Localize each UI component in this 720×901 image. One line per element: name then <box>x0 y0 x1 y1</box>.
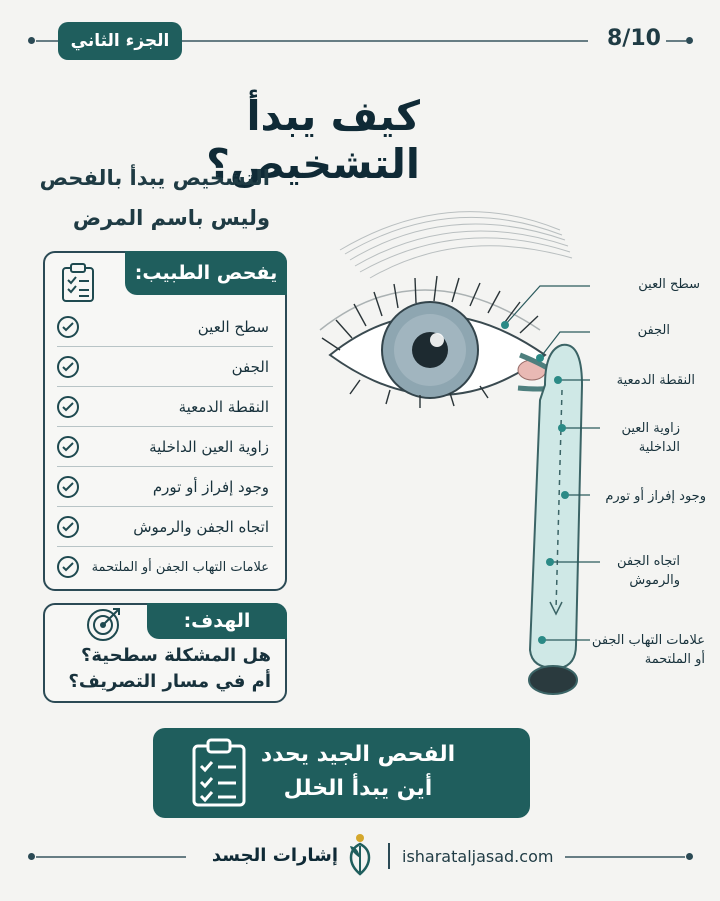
checklist-item-label: سطح العين <box>197 318 269 336</box>
checklist-item-label: زاوية العين الداخلية <box>149 438 269 456</box>
eyebrow-sketch <box>340 212 572 278</box>
label-eye-surface: سطح العين <box>638 277 700 292</box>
top-right-dot <box>686 37 693 44</box>
footer-left-dot <box>28 853 35 860</box>
checklist-item-label: النقطة الدمعية <box>178 398 269 416</box>
check-circle-icon <box>57 396 79 418</box>
divider <box>57 386 273 387</box>
top-left-dot <box>28 37 35 44</box>
goal-line-2: أم في مسار التصريف؟ <box>68 671 271 692</box>
check-circle-icon <box>57 556 79 578</box>
check-circle-icon <box>57 356 79 378</box>
label-eyelid: الجفن <box>637 323 670 338</box>
part-badge: الجزء الثاني <box>58 22 182 60</box>
divider <box>57 346 273 347</box>
divider <box>57 426 273 427</box>
checklist-item <box>57 548 273 586</box>
checklist-item-label: اتجاه الجفن والرموش <box>133 518 269 536</box>
subtitle-line-2: وليس باسم المرض <box>72 206 270 230</box>
footer-line-right <box>565 856 685 858</box>
label-lid-direction: اتجاه الجفن والرموش <box>617 554 680 588</box>
checklist-heading: يفحص الطبيب: <box>125 251 287 295</box>
duct-opening <box>529 666 577 694</box>
footer-separator <box>388 843 390 869</box>
checklist-item <box>57 428 273 466</box>
brand-name: إشارات الجسد <box>211 845 338 866</box>
checklist-item <box>57 508 273 546</box>
website-link[interactable]: isharataljasad.com <box>402 847 554 866</box>
banner-line-1: الفحص الجيد يحدد <box>260 742 456 767</box>
target-icon <box>85 603 125 643</box>
checklist-item-label: وجود إفراز أو تورم <box>152 478 269 496</box>
goal-card <box>43 603 287 703</box>
label-punctum: النقطة الدمعية <box>616 373 695 388</box>
top-line-left <box>36 40 58 42</box>
divider <box>57 546 273 547</box>
label-inner-corner: زاوية العين الداخلية <box>621 421 680 455</box>
footer-line-left <box>36 856 186 858</box>
clipboard-icon <box>61 263 95 303</box>
top-line-right <box>666 40 686 42</box>
subtitle-line-1: التشخيص يبدأ بالفحص <box>39 166 270 190</box>
goal-line-1: هل المشكلة سطحية؟ <box>80 645 271 666</box>
checklist-item <box>57 308 273 346</box>
checklist-item <box>57 348 273 386</box>
check-circle-icon <box>57 476 79 498</box>
leaf-person-icon <box>342 832 378 876</box>
checklist-item-label: علامات التهاب الجفن أو الملتحمة <box>91 559 269 575</box>
label-inflammation: علامات التهاب الجفن أو الملتحمة <box>591 633 705 667</box>
conclusion-banner <box>153 728 530 818</box>
tear-duct <box>530 345 582 668</box>
checklist-item <box>57 388 273 426</box>
check-circle-icon <box>57 516 79 538</box>
goal-heading: الهدف: <box>147 603 287 639</box>
checklist-item <box>57 468 273 506</box>
check-circle-icon <box>57 316 79 338</box>
divider <box>57 506 273 507</box>
page-number: 8/10 <box>607 26 661 51</box>
top-line-middle <box>182 40 588 42</box>
banner-line-2: أين يبدأ الخلل <box>283 776 433 801</box>
divider <box>57 466 273 467</box>
checklist-item-label: الجفن <box>231 358 269 376</box>
label-discharge: وجود إفراز أو تورم <box>605 489 706 504</box>
checklist-card <box>43 251 287 591</box>
check-circle-icon <box>57 436 79 458</box>
footer-right-dot <box>686 853 693 860</box>
page-title: كيف يبدأ التشخيص؟ <box>206 92 420 188</box>
